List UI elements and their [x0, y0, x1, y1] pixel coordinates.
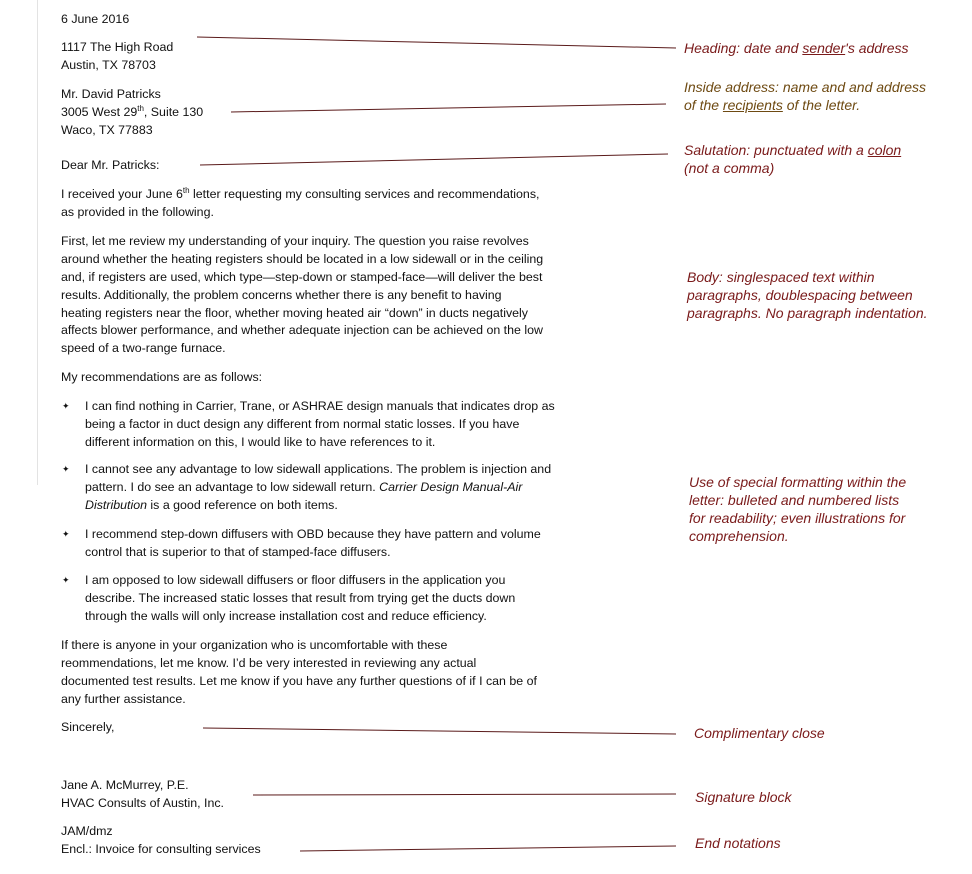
leader-end-notations	[300, 846, 676, 851]
text-run: speed of a two-range furnace.	[61, 341, 226, 355]
text-run: heating registers near the floor, whether moving heated air “down” in ducts negatively	[61, 306, 528, 320]
text-run: Waco, TX 77883	[61, 123, 153, 137]
text-run: JAM/dmz	[61, 824, 113, 838]
text-run: control that is superior to that of stamped-face diffusers.	[85, 545, 391, 559]
text-run: I cannot see any advantage to low sidewall applications. The problem is injection and	[85, 462, 552, 476]
text-run: Distribution	[85, 498, 147, 512]
text-run: documented test results. Let me know if you have any further questions of if I can be of	[61, 674, 537, 688]
text-run: any further assistance.	[61, 692, 186, 706]
text-run: Carrier Design Manual-Air	[379, 480, 523, 494]
text-run: affects blower performance, and whether adequate injection can be achieved on the low	[61, 323, 543, 337]
text-run: Mr. David Patricks	[61, 87, 161, 101]
bullet-icon: ✦	[62, 575, 70, 585]
text-run: Use of special formatting within the	[689, 474, 907, 490]
text-run: around whether the heating registers should be located in a low sidewall or in the ceiling	[61, 252, 544, 266]
text-run: being a factor in duct design any different from normal static losses. If you have	[85, 417, 520, 431]
text-run: End notations	[695, 835, 781, 851]
leader-close	[203, 728, 676, 734]
leader-signature	[253, 794, 676, 795]
bullet-icon: ✦	[62, 529, 70, 539]
text-run: results. Additionally, the problem concerns whether there is any benefit to having	[61, 288, 502, 302]
text-run: is a good reference on both items.	[146, 498, 338, 512]
text-run: I received your June 6	[61, 187, 183, 201]
text-run: reommendations, let me know. I’d be very interested in reviewing any actual	[61, 656, 477, 670]
leader-inside-address	[231, 104, 666, 112]
text-run: 1117 The High Road	[61, 40, 174, 54]
text-run: paragraphs. No paragraph indentation.	[687, 305, 928, 321]
text-run: Heading: date and	[684, 40, 803, 56]
bullet-icon: ✦	[62, 401, 70, 411]
text-run: th	[182, 185, 190, 195]
text-run: 3005 West 29	[61, 105, 138, 119]
bullet-icon: ✦	[62, 464, 70, 474]
text-run: My recommendations are as follows:	[61, 370, 263, 384]
text-run: through the walls will only increase installation cost and reduce efficiency.	[85, 609, 487, 623]
text-run: Body: singlespaced text within	[687, 269, 875, 285]
text-run: Salutation: punctuated with a	[684, 142, 868, 158]
text-run: of the	[684, 97, 723, 113]
text-run: 's address	[845, 40, 909, 56]
text-run: and, if registers are used, which type—step-down or stamped-face—will deliver the best	[61, 270, 543, 284]
text-run: different information on this, I would like to have references to it.	[85, 435, 436, 449]
text-run: paragraphs, doublespacing between	[687, 287, 913, 303]
text-run: for readability; even illustrations for	[689, 510, 906, 526]
text-run: letter requesting my consulting services and recommendations,	[189, 187, 540, 201]
leader-heading	[197, 37, 676, 48]
text-run: Dear Mr. Patricks:	[61, 158, 160, 172]
leader-salutation	[200, 154, 668, 165]
text-run: Austin, TX 78703	[61, 58, 156, 72]
text-run: recipients	[722, 97, 783, 113]
text-run: First, let me review my understanding of your inquiry. The question you raise revolves	[61, 234, 529, 248]
text-run: I can find nothing in Carrier, Trane, or ASHRAE design manuals that indicates drop as	[85, 399, 555, 413]
text-run: 6 June 2016	[61, 12, 130, 26]
text-run: as provided in the following.	[61, 205, 214, 219]
text-run: (not a comma)	[684, 160, 775, 176]
text-run: Sincerely,	[61, 720, 115, 734]
text-run: I am opposed to low sidewall diffusers or floor diffusers in the application you	[85, 573, 506, 587]
text-run: Encl.: Invoice for consulting services	[61, 842, 261, 856]
text-run: If there is anyone in your organization who is uncomfortable with these	[61, 638, 448, 652]
text-run: , Suite 130	[143, 105, 204, 119]
text-run: Complimentary close	[694, 725, 825, 741]
text-run: letter: bulleted and numbered lists	[689, 492, 900, 508]
text-run: Inside address: name and and address	[684, 79, 927, 95]
text-run: I recommend step-down diffusers with OBD because they have pattern and volume	[85, 527, 541, 541]
text-run: of the letter.	[782, 97, 861, 113]
text-run: Jane A. McMurrey, P.E.	[61, 778, 189, 792]
text-run: Signature block	[695, 789, 792, 805]
text-run: pattern. I do see an advantage to low sidewall return.	[85, 480, 380, 494]
text-run: HVAC Consults of Austin, Inc.	[61, 796, 224, 810]
text-run: describe. The increased static losses that result from trying get the ducts down	[85, 591, 516, 605]
text-run: sender	[802, 40, 846, 56]
text-run: th	[137, 103, 144, 113]
text-run: colon	[867, 142, 902, 158]
text-run: comprehension.	[689, 528, 789, 544]
